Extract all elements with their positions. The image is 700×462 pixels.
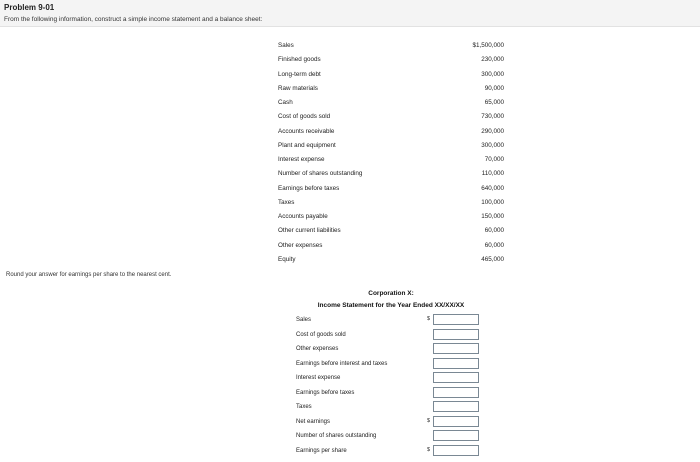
statement-row bbox=[296, 357, 486, 372]
answer-input[interactable] bbox=[433, 358, 479, 369]
given-data-table bbox=[278, 39, 504, 267]
given-value: 290,000 bbox=[481, 127, 504, 135]
answer-input[interactable] bbox=[433, 343, 479, 354]
given-label: Cost of goods sold bbox=[278, 113, 331, 121]
given-value: 70,000 bbox=[484, 156, 504, 163]
given-value: 730,000 bbox=[481, 113, 504, 121]
statement-row bbox=[296, 429, 486, 444]
statement-label: Sales bbox=[296, 317, 312, 323]
statement-row bbox=[296, 328, 486, 343]
currency-symbol: $ bbox=[427, 417, 431, 424]
given-label: Cash bbox=[278, 99, 293, 106]
rounding-note: Round your answer for earnings per share to the nearest cent. bbox=[6, 272, 172, 278]
given-value: 150,000 bbox=[481, 213, 504, 220]
currency-symbol: $ bbox=[427, 316, 431, 322]
statement-row bbox=[296, 371, 486, 386]
statement-label: Number of shares outstanding bbox=[296, 433, 377, 439]
company-name: Corporation X: bbox=[368, 290, 414, 297]
statement-label: Earnings before interest and taxes bbox=[296, 360, 388, 367]
given-value: 300,000 bbox=[481, 70, 504, 78]
given-value: 60,000 bbox=[484, 241, 504, 249]
statement-label: Taxes bbox=[296, 404, 312, 410]
given-label: Other expenses bbox=[278, 241, 323, 249]
statement-label: Interest expense bbox=[296, 375, 341, 381]
given-label: Interest expense bbox=[278, 156, 325, 163]
given-row bbox=[278, 210, 504, 224]
given-row bbox=[278, 39, 504, 53]
given-value: 640,000 bbox=[481, 184, 504, 192]
answer-input[interactable] bbox=[433, 401, 479, 412]
given-label: Accounts receivable bbox=[278, 127, 335, 135]
problem-title: Problem 9-01 bbox=[4, 3, 55, 12]
statement-row bbox=[296, 444, 486, 459]
given-row bbox=[278, 167, 504, 181]
given-label: Equity bbox=[278, 255, 296, 263]
given-value: $1,500,000 bbox=[472, 42, 504, 49]
statement-label: Earnings before taxes bbox=[296, 389, 355, 396]
given-value: 90,000 bbox=[484, 84, 504, 92]
given-row bbox=[278, 96, 504, 110]
given-row bbox=[278, 196, 504, 210]
statement-row bbox=[296, 415, 486, 430]
given-row bbox=[278, 68, 504, 82]
answer-input[interactable] bbox=[433, 314, 479, 325]
given-row bbox=[278, 182, 504, 196]
given-row bbox=[278, 53, 504, 67]
answer-input[interactable] bbox=[433, 372, 479, 383]
given-label: Earnings before taxes bbox=[278, 184, 340, 192]
given-value: 300,000 bbox=[481, 141, 504, 149]
currency-symbol: $ bbox=[427, 446, 431, 453]
problem-instruction: From the following information, construct a simple income statement and a balance sheet: bbox=[4, 16, 263, 23]
given-value: 230,000 bbox=[481, 56, 504, 64]
statement-label: Other expenses bbox=[296, 346, 339, 352]
answer-input[interactable] bbox=[433, 329, 479, 340]
given-row bbox=[278, 224, 504, 238]
given-value: 60,000 bbox=[484, 227, 504, 235]
given-row bbox=[278, 139, 504, 153]
income-statement-title: Income Statement for the Year Ended XX/XX/XX bbox=[317, 302, 465, 309]
answer-input[interactable] bbox=[433, 387, 479, 398]
statement-row bbox=[296, 386, 486, 401]
statement-row bbox=[296, 400, 486, 415]
statement-row bbox=[296, 342, 486, 357]
statement-label: Earnings per share bbox=[296, 447, 347, 454]
given-row bbox=[278, 110, 504, 124]
given-value: 110,000 bbox=[481, 170, 504, 178]
statement-label: Cost of goods sold bbox=[296, 331, 346, 338]
given-row bbox=[278, 153, 504, 167]
given-value: 100,000 bbox=[481, 198, 504, 206]
statement-label: Net earnings bbox=[296, 418, 331, 425]
given-label: Taxes bbox=[278, 198, 295, 206]
answer-input[interactable] bbox=[433, 445, 479, 456]
given-value: 465,000 bbox=[481, 255, 504, 263]
given-label: Number of shares outstanding bbox=[278, 170, 363, 178]
given-row bbox=[278, 239, 504, 253]
given-label: Plant and equipment bbox=[278, 141, 336, 149]
given-label: Accounts payable bbox=[278, 213, 328, 220]
statement-row bbox=[296, 313, 486, 328]
given-label: Finished goods bbox=[278, 56, 321, 64]
given-label: Raw materials bbox=[278, 84, 318, 92]
given-label: Long-term debt bbox=[278, 70, 321, 78]
given-label: Other current liabilities bbox=[278, 227, 341, 235]
given-row bbox=[278, 82, 504, 96]
answer-input[interactable] bbox=[433, 416, 479, 427]
given-label: Sales bbox=[278, 42, 294, 49]
answer-input[interactable] bbox=[433, 430, 479, 441]
given-row bbox=[278, 253, 504, 267]
given-row bbox=[278, 125, 504, 139]
given-value: 65,000 bbox=[484, 99, 504, 106]
